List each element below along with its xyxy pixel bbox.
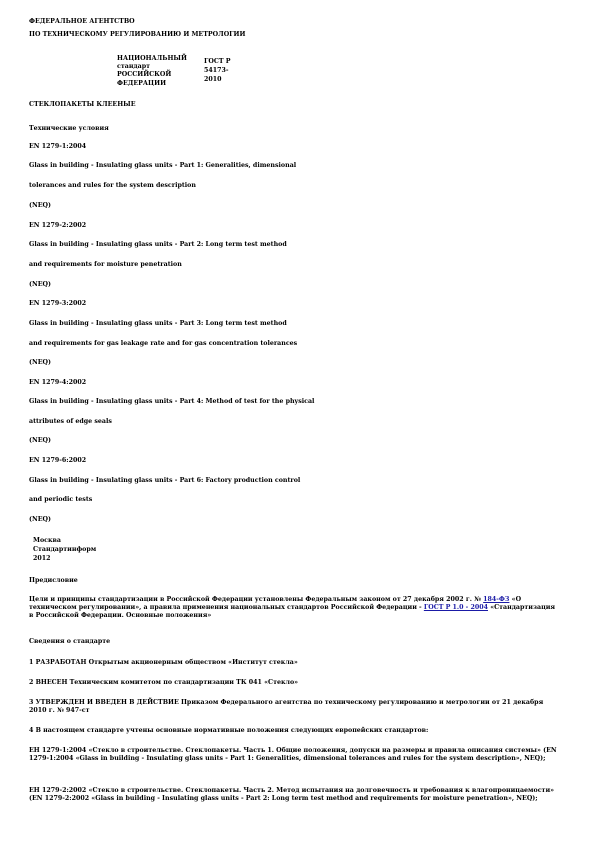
reference-en-1279-2: ЕН 1279-2:2002 «Стекло в строительстве. Стеклопакеты. Часть 2. Метод испытания на долговечность и требования к влагопроницаемости» (EN 1279-2:2002 «Glass in building - Insulating glass units - Part 2: Long term test method and requirements for moisture penetration», NEQ); — [29, 787, 555, 803]
standard-title-line1: Glass in building - Insulating glass units - Part 3: Long term test method — [29, 320, 287, 327]
info-item-3: 3 УТВЕРЖДЕН И ВВЕДЕН В ДЕЙСТВИЕ Приказом Федерального агентства по техническому регулированию и метрологии от 21 декабря 2010 г. № 947-ст — [29, 699, 544, 715]
info-item-4: 4 В настоящем стандарте учтены основные нормативные положения следующих европейских стандартов: — [29, 727, 429, 734]
foreword-text: «О техническом регулировании», а правила применения национальных стандартов Российской Федерации - — [29, 596, 522, 612]
foreword-text: «Стандартизация в Российской Федерации. Основные положения» — [29, 604, 556, 620]
imprint-publisher: Стандартинформ — [33, 546, 97, 553]
gost-number-line3: 2010 — [204, 76, 222, 83]
foreword-paragraph — [29, 596, 559, 621]
standard-title-line1: Glass in building - Insulating glass units - Part 1: Generalities, dimensional — [29, 162, 297, 169]
info-item-1: 1 РАЗРАБОТАН Открытым акционерным обществом «Институт стекла» — [29, 659, 298, 666]
law-184-fz-link[interactable]: 184-ФЗ — [483, 596, 510, 603]
standard-title-line2: and periodic tests — [29, 496, 93, 503]
gost-number-line2: 54173- — [204, 67, 229, 74]
standard-title-line2: attributes of edge seals — [29, 418, 112, 425]
standard-title-line1: Glass in building - Insulating glass units - Part 2: Long term test method — [29, 241, 287, 248]
standard-title-line1: Glass in building - Insulating glass units - Part 4: Method of test for the physical — [29, 398, 315, 405]
standard-neq: (NEQ) — [29, 359, 51, 366]
standard-code: EN 1279-6:2002 — [29, 457, 87, 464]
standard-title-line1: Glass in building - Insulating glass units - Part 6: Factory production control — [29, 477, 301, 484]
standard-neq: (NEQ) — [29, 437, 51, 444]
standard-label-line1: НАЦИОНАЛЬНЫЙ — [117, 55, 187, 62]
imprint-city: Москва — [33, 537, 62, 544]
agency-name-line2: ПО ТЕХНИЧЕСКОМУ РЕГУЛИРОВАНИЮ И МЕТРОЛОГИИ — [29, 31, 246, 38]
standard-neq: (NEQ) — [29, 202, 51, 209]
standard-title-line2: tolerances and rules for the system description — [29, 182, 196, 189]
standard-label-line4: ФЕДЕРАЦИИ — [117, 80, 167, 87]
standard-code: EN 1279-1:2004 — [29, 143, 87, 150]
info-heading: Сведения о стандарте — [29, 638, 111, 645]
document-subtitle: Технические условия — [29, 125, 109, 132]
reference-en-1279-1: ЕН 1279-1:2004 «Стекло в строительстве. Стеклопакеты. Часть 1. Общие положения, допуски на размеры и правила описания системы» (EN 1279-1:2004 «Glass in building - Insulating glass units - Part 1: Generalities, dimensional tolerances and rules for the system description», NEQ); — [29, 747, 557, 763]
standard-title-line2: and requirements for gas leakage rate and for gas concentration tolerances — [29, 340, 298, 347]
standard-code: EN 1279-3:2002 — [29, 300, 87, 307]
gost-number-line1: ГОСТ Р — [204, 58, 231, 65]
standard-label-line2: стандарт — [117, 63, 151, 70]
standard-neq: (NEQ) — [29, 281, 51, 288]
standard-label-line3: РОССИЙСКОЙ — [117, 71, 172, 78]
info-item-2: 2 ВНЕСЕН Техническим комитетом по стандартизации ТК 041 «Стекло» — [29, 679, 299, 686]
gost-r-1-0-link[interactable]: ГОСТ Р 1.0 - 2004 — [423, 604, 488, 612]
foreword-text: Цели и принципы стандартизации в Российской Федерации установлены Федеральным законом от 27 декабря 2002 г. № — [29, 596, 484, 603]
agency-name-line1: ФЕДЕРАЛЬНОЕ АГЕНТСТВО — [29, 18, 135, 25]
foreword-heading: Предисловие — [29, 577, 78, 584]
standard-code: EN 1279-2:2002 — [29, 222, 87, 229]
standard-title-line2: and requirements for moisture penetration — [29, 261, 182, 268]
standard-neq: (NEQ) — [29, 516, 51, 523]
imprint-year: 2012 — [33, 555, 51, 562]
standard-code: EN 1279-4:2002 — [29, 379, 87, 386]
document-title: СТЕКЛОПАКЕТЫ КЛЕЕНЫЕ — [29, 101, 136, 108]
